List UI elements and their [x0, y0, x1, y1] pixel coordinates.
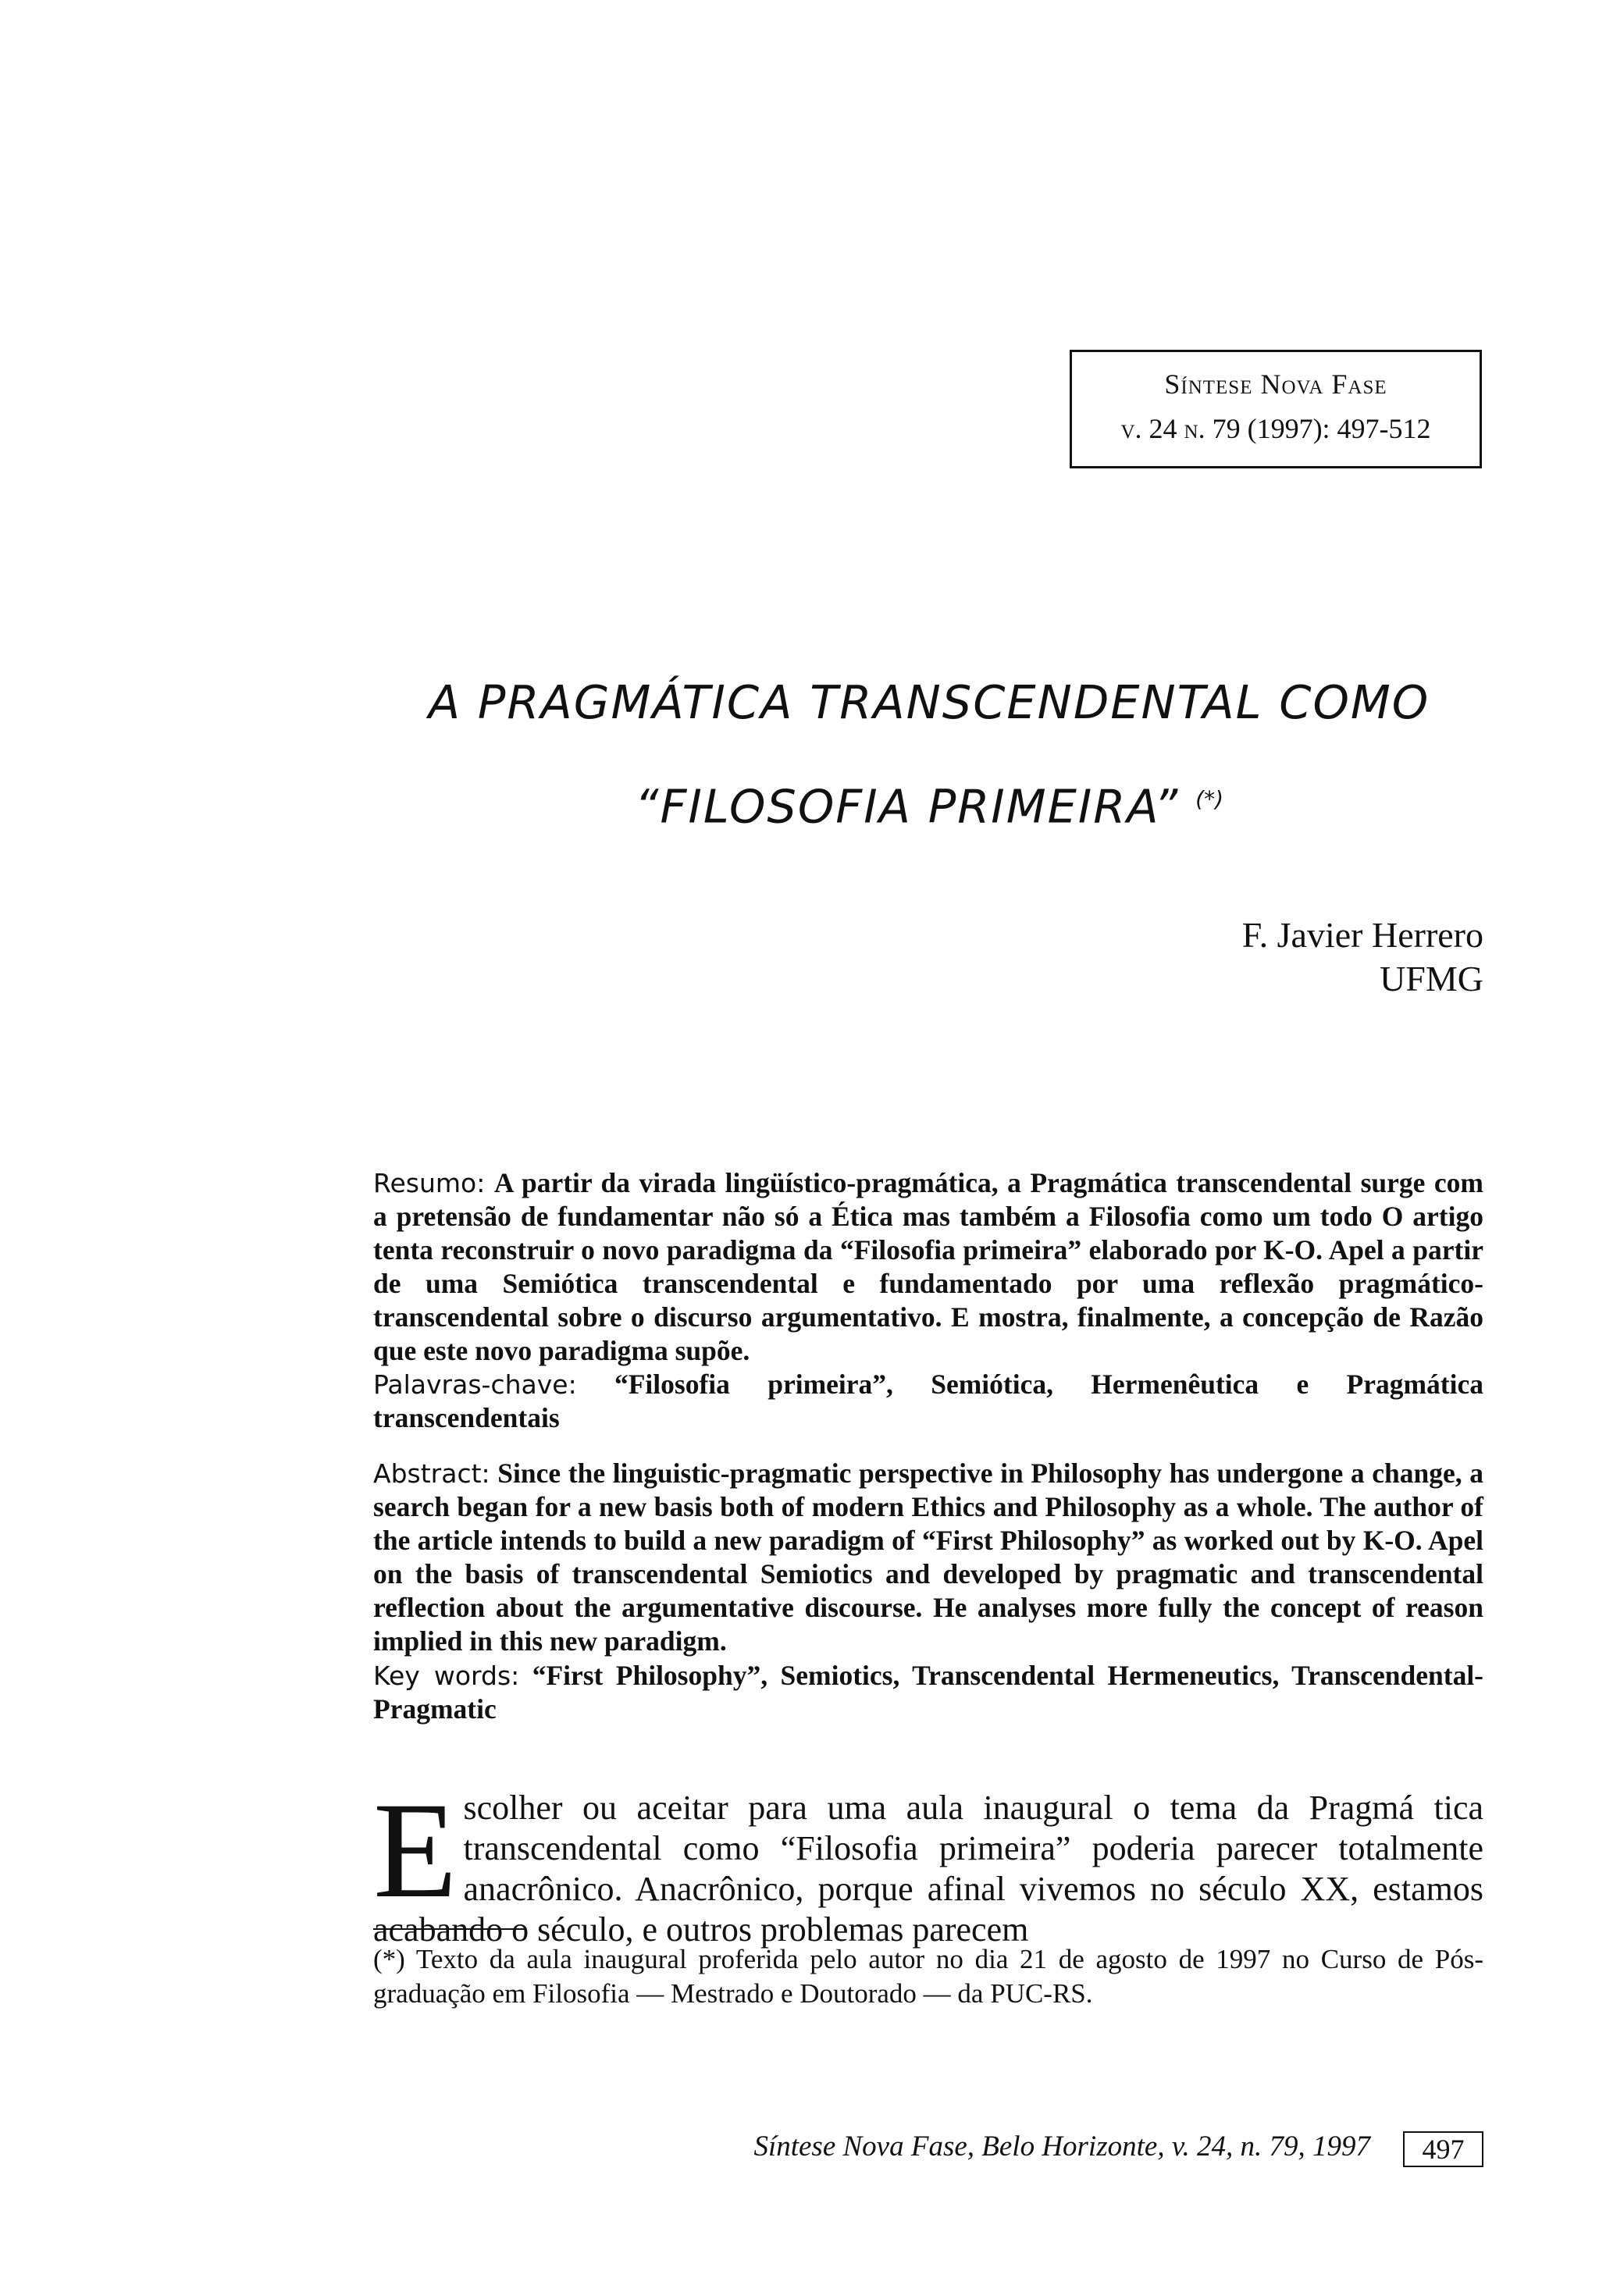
drop-cap-letter: E [373, 1775, 458, 1927]
abstract-text: Since the linguistic-pragmatic perspective in Philosophy has undergone a change, a search began for a new basis both of modern Ethics and Philosophy as a whole. The author of the article intends to build a new paradigm of “First Philosophy” as worked out by K-O. Apel on the basis of transcendental Semiotics and developed by pragmatic and transcendental reflection about the argumentative discourse. He analyses more fully the concept of reason implied in this new paradigm. [373, 1458, 1484, 1657]
key-words-label: Key words: [373, 1661, 520, 1691]
journal-info-box [1070, 350, 1482, 468]
issue-abbrev: n. [1184, 412, 1205, 444]
title-line-2: “FILOSOFIA PRIMEIRA” [634, 779, 1180, 834]
footnote: (*) Texto da aula inaugural proferida pelo autor no dia 21 de agosto de 1997 no Curso de Pós-graduação em Filosofia — Mestrado e Doutorado — da PUC-RS. [373, 1944, 1483, 2009]
author-affiliation: UFMG [1380, 959, 1483, 998]
abstract-paragraph [373, 1457, 1483, 1658]
key-words-paragraph [373, 1659, 1483, 1726]
journal-name: Síntese Nova Fase [1164, 368, 1387, 400]
title-line-2-wrap [375, 751, 1483, 856]
journal-reference [1072, 411, 1480, 447]
title-line-1: A PRAGMÁTICA TRANSCENDENTAL COMO [428, 675, 1430, 729]
palavras-chave-text: “Filosofia primeira”, Semiótica, Hermenêutica e Pragmática transcendentais [373, 1369, 1483, 1433]
resumo-label: Resumo: [373, 1168, 486, 1198]
running-footer: Síntese Nova Fase, Belo Horizonte, v. 24, n. 79, 1997 [753, 2130, 1370, 2163]
body-paragraph [373, 1775, 1483, 1950]
volume-abbrev: v. [1120, 412, 1142, 444]
issue-and-pages: 79 (1997): 497-512 [1212, 412, 1431, 444]
key-words-text: “First Philosophy”, Semiotics, Transcendental Hermeneutics, Transcendental-Pragmatic [373, 1660, 1484, 1725]
page-number: 497 [1403, 2131, 1483, 2167]
footnote-rule [373, 1928, 526, 1930]
author-block [937, 913, 1483, 1001]
resumo-text: A partir da virada lingüístico-pragmática, a Pragmática transcendental surge com a pretensão de fundamentar não só a Ética mas também a Filosofia como um todo O artigo tenta reconstruir o novo paradigma da “Filosofia primeira” elaborado por K-O. Apel a partir de uma Semiótica transcendental e fundamentado por uma reflexão pragmático-transcendental sobre o discurso argumentativo. E mostra, finalmente, a concepção de Razão que este novo paradigma supõe. [373, 1167, 1484, 1366]
title-footnote-marker: (*) [1195, 786, 1223, 812]
body-text: scolher ou aceitar para uma aula inaugural o tema da Pragmá tica transcendental como “Filosofia primeira” poderia parecer totalmente anacrônico. Anacrônico, porque afinal vivemos no século XX, estamos acabando o século, e outros problemas parecem [373, 1789, 1483, 1949]
abstract-label: Abstract: [373, 1458, 490, 1489]
resumo-paragraph [373, 1166, 1483, 1368]
author-name: F. Javier Herrero [1241, 915, 1483, 955]
article-title [375, 654, 1483, 856]
palavras-chave-paragraph [373, 1368, 1483, 1435]
volume-number: 24 [1149, 412, 1177, 444]
palavras-chave-label: Palavras-chave: [373, 1369, 577, 1400]
